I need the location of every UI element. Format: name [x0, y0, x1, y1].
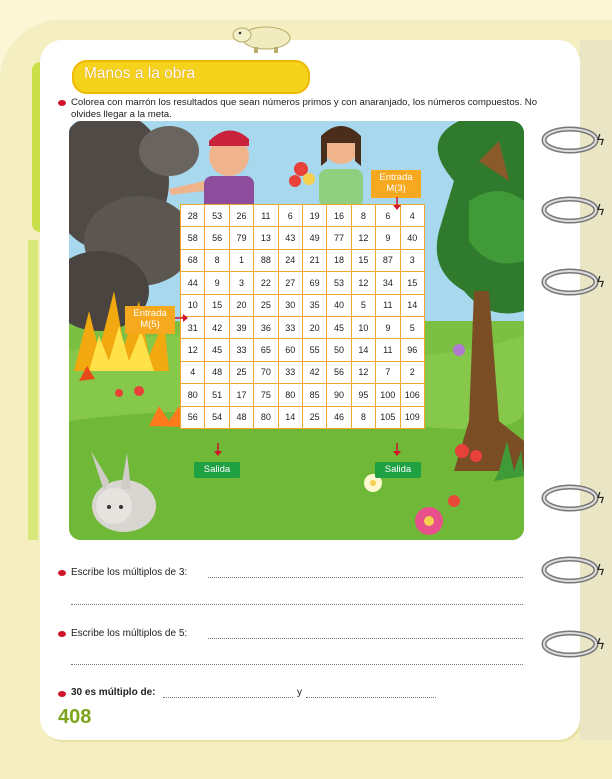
- maze-cell[interactable]: 95: [351, 384, 375, 406]
- answer-line-30-second[interactable]: [306, 697, 436, 698]
- maze-cell[interactable]: 28: [181, 205, 205, 227]
- maze-row: [181, 227, 425, 249]
- maze-cell[interactable]: 20: [302, 316, 326, 338]
- maze-row: [181, 249, 425, 271]
- svg-text:ϟ: ϟ: [596, 491, 606, 507]
- maze-cell[interactable]: 34: [376, 272, 400, 294]
- maze-cell[interactable]: 14: [351, 339, 375, 361]
- maze-row: [181, 384, 425, 406]
- maze-cell[interactable]: 26: [229, 205, 253, 227]
- maze-cell[interactable]: 106: [400, 384, 424, 406]
- maze-cell[interactable]: 4: [400, 205, 424, 227]
- maze-cell[interactable]: 53: [205, 205, 229, 227]
- maze-row: [181, 406, 425, 428]
- maze-cell[interactable]: 35: [302, 294, 326, 316]
- maze-cell[interactable]: 70: [254, 361, 278, 383]
- maze-cell[interactable]: 27: [278, 272, 302, 294]
- maze-cell[interactable]: 60: [278, 339, 302, 361]
- exit-left-label: Salida: [194, 462, 240, 478]
- maze-cell[interactable]: 42: [205, 316, 229, 338]
- maze-cell[interactable]: 45: [327, 316, 351, 338]
- bullet-icon: [58, 100, 66, 106]
- lamb-mascot-icon: [228, 18, 298, 54]
- maze-cell[interactable]: 1: [229, 249, 253, 271]
- maze-cell[interactable]: 12: [181, 339, 205, 361]
- maze-cell[interactable]: 10: [181, 294, 205, 316]
- maze-cell[interactable]: 25: [302, 406, 326, 428]
- svg-text:ϟ: ϟ: [596, 563, 606, 579]
- binder-ring-icon: [540, 262, 612, 302]
- maze-cell[interactable]: 11: [376, 294, 400, 316]
- section-title: Manos a la obra: [84, 65, 196, 82]
- maze-cell[interactable]: 21: [302, 249, 326, 271]
- maze-cell[interactable]: 105: [376, 406, 400, 428]
- answer-line-multiples-5[interactable]: [208, 638, 523, 639]
- maze-cell[interactable]: 80: [254, 406, 278, 428]
- maze-cell[interactable]: 15: [351, 249, 375, 271]
- maze-cell[interactable]: 79: [229, 227, 253, 249]
- maze-cell[interactable]: 8: [205, 249, 229, 271]
- maze-cell[interactable]: 45: [205, 339, 229, 361]
- maze-cell[interactable]: 14: [400, 294, 424, 316]
- maze-cell[interactable]: 65: [254, 339, 278, 361]
- maze-cell[interactable]: 58: [181, 227, 205, 249]
- answer-line-multiples-5-extra[interactable]: [71, 664, 523, 665]
- maze-cell[interactable]: 22: [254, 272, 278, 294]
- maze-row: [181, 361, 425, 383]
- maze-cell[interactable]: 77: [327, 227, 351, 249]
- svg-text:ϟ: ϟ: [596, 133, 606, 149]
- maze-cell[interactable]: 12: [351, 227, 375, 249]
- maze-cell[interactable]: 100: [376, 384, 400, 406]
- maze-cell[interactable]: 6: [278, 205, 302, 227]
- maze-cell[interactable]: 25: [229, 361, 253, 383]
- maze-cell[interactable]: 33: [278, 316, 302, 338]
- maze-row: [181, 205, 425, 227]
- maze-cell[interactable]: 88: [254, 249, 278, 271]
- maze-cell[interactable]: 15: [205, 294, 229, 316]
- binder-ring-icon: [540, 550, 612, 590]
- binder-ring-icon: [540, 190, 612, 230]
- exit-right-label: Salida: [375, 462, 421, 478]
- maze-cell[interactable]: 68: [181, 249, 205, 271]
- maze-cell[interactable]: 46: [327, 406, 351, 428]
- maze-cell[interactable]: 55: [302, 339, 326, 361]
- maze-cell[interactable]: 11: [254, 205, 278, 227]
- maze-cell[interactable]: 12: [351, 272, 375, 294]
- maze-cell[interactable]: 43: [278, 227, 302, 249]
- arrow-down-icon: [213, 443, 223, 457]
- bullet-icon: [58, 631, 66, 637]
- maze-row: [181, 339, 425, 361]
- arrow-down-icon: [392, 443, 402, 457]
- maze-cell[interactable]: 40: [400, 227, 424, 249]
- maze-cell[interactable]: 109: [400, 406, 424, 428]
- maze-row: [181, 294, 425, 316]
- maze-cell[interactable]: 80: [278, 384, 302, 406]
- maze-cell[interactable]: 15: [400, 272, 424, 294]
- maze-row: [181, 316, 425, 338]
- maze-cell[interactable]: 9: [376, 316, 400, 338]
- maze-cell[interactable]: 19: [302, 205, 326, 227]
- maze-cell[interactable]: 3: [400, 249, 424, 271]
- maze-cell[interactable]: 5: [400, 316, 424, 338]
- maze-cell[interactable]: 80: [181, 384, 205, 406]
- maze-cell[interactable]: 30: [278, 294, 302, 316]
- svg-text:ϟ: ϟ: [596, 203, 606, 219]
- answer-line-multiples-3[interactable]: [208, 577, 523, 578]
- maze-cell[interactable]: 51: [205, 384, 229, 406]
- maze-cell[interactable]: 54: [205, 406, 229, 428]
- maze-cell[interactable]: 13: [254, 227, 278, 249]
- maze-cell[interactable]: 48: [229, 406, 253, 428]
- maze-cell[interactable]: 96: [400, 339, 424, 361]
- maze-cell[interactable]: 48: [205, 361, 229, 383]
- binder-ring-icon: [540, 478, 612, 518]
- maze-cell[interactable]: 39: [229, 316, 253, 338]
- maze-cell[interactable]: 25: [254, 294, 278, 316]
- maze-cell[interactable]: 75: [254, 384, 278, 406]
- question-multiples-3: Escribe los múltiplos de 3:: [71, 567, 188, 578]
- maze-cell[interactable]: 9: [205, 272, 229, 294]
- maze-cell[interactable]: 16: [327, 205, 351, 227]
- maze-cell[interactable]: 42: [302, 361, 326, 383]
- maze-cell[interactable]: 5: [351, 294, 375, 316]
- question-30-and: y: [297, 687, 302, 698]
- maze-cell[interactable]: 31: [181, 316, 205, 338]
- maze-cell[interactable]: 2: [400, 361, 424, 383]
- maze-cell[interactable]: 14: [278, 406, 302, 428]
- maze-cell[interactable]: 36: [254, 316, 278, 338]
- maze-cell[interactable]: 8: [351, 406, 375, 428]
- maze-cell[interactable]: 40: [327, 294, 351, 316]
- maze-cell[interactable]: 49: [302, 227, 326, 249]
- bullet-icon: [58, 691, 66, 697]
- entrance-m3-line2: M(3): [386, 183, 406, 194]
- entrance-m5-label: [125, 306, 175, 334]
- svg-text:ϟ: ϟ: [596, 637, 606, 653]
- maze-cell[interactable]: 56: [327, 361, 351, 383]
- maze-cell[interactable]: 10: [351, 316, 375, 338]
- maze-cell[interactable]: 53: [327, 272, 351, 294]
- maze-cell[interactable]: 3: [229, 272, 253, 294]
- maze-cell[interactable]: 7: [376, 361, 400, 383]
- green-side-strip: [28, 240, 38, 540]
- bullet-icon: [58, 570, 66, 576]
- answer-line-30-first[interactable]: [163, 697, 293, 698]
- binder-ring-icon: [540, 624, 612, 664]
- arrow-right-icon: [175, 313, 189, 323]
- entrance-m3-label: [371, 170, 421, 198]
- entrance-m5-line1: Entrada: [133, 308, 167, 319]
- maze-cell[interactable]: 24: [278, 249, 302, 271]
- binder-ring-icon: [540, 120, 612, 160]
- maze-cell[interactable]: 8: [351, 205, 375, 227]
- maze-cell[interactable]: 33: [229, 339, 253, 361]
- entrance-m3-line1: Entrada: [379, 172, 413, 183]
- entrance-m5-line2: M(5): [140, 319, 160, 330]
- svg-text:ϟ: ϟ: [596, 275, 606, 291]
- maze-cell[interactable]: 33: [278, 361, 302, 383]
- maze-cell[interactable]: 12: [351, 361, 375, 383]
- number-maze-grid: [180, 204, 425, 429]
- maze-cell[interactable]: 44: [181, 272, 205, 294]
- maze-cell[interactable]: 11: [376, 339, 400, 361]
- maze-cell[interactable]: 17: [229, 384, 253, 406]
- maze-cell[interactable]: 56: [205, 227, 229, 249]
- instructions-text: Colorea con marrón los resultados que sean números primos y con anaranjado, los números compuestos. No olvides llegar a la meta.: [71, 97, 538, 120]
- maze-cell[interactable]: 6: [376, 205, 400, 227]
- maze-cell[interactable]: 85: [302, 384, 326, 406]
- maze-cell[interactable]: 9: [376, 227, 400, 249]
- maze-cell[interactable]: 4: [181, 361, 205, 383]
- maze-cell[interactable]: 90: [327, 384, 351, 406]
- arrow-down-icon: [392, 197, 402, 211]
- maze-cell[interactable]: 69: [302, 272, 326, 294]
- question-multiples-5: Escribe los múltiplos de 5:: [71, 628, 188, 639]
- maze-cell[interactable]: 50: [327, 339, 351, 361]
- maze-cell[interactable]: 18: [327, 249, 351, 271]
- maze-cell[interactable]: 56: [181, 406, 205, 428]
- answer-line-multiples-3-extra[interactable]: [71, 604, 523, 605]
- maze-cell[interactable]: 20: [229, 294, 253, 316]
- maze-row: [181, 272, 425, 294]
- maze-cell[interactable]: 87: [376, 249, 400, 271]
- page-number: 408: [58, 706, 92, 728]
- question-30-multiple: 30 es múltiplo de:: [71, 687, 156, 698]
